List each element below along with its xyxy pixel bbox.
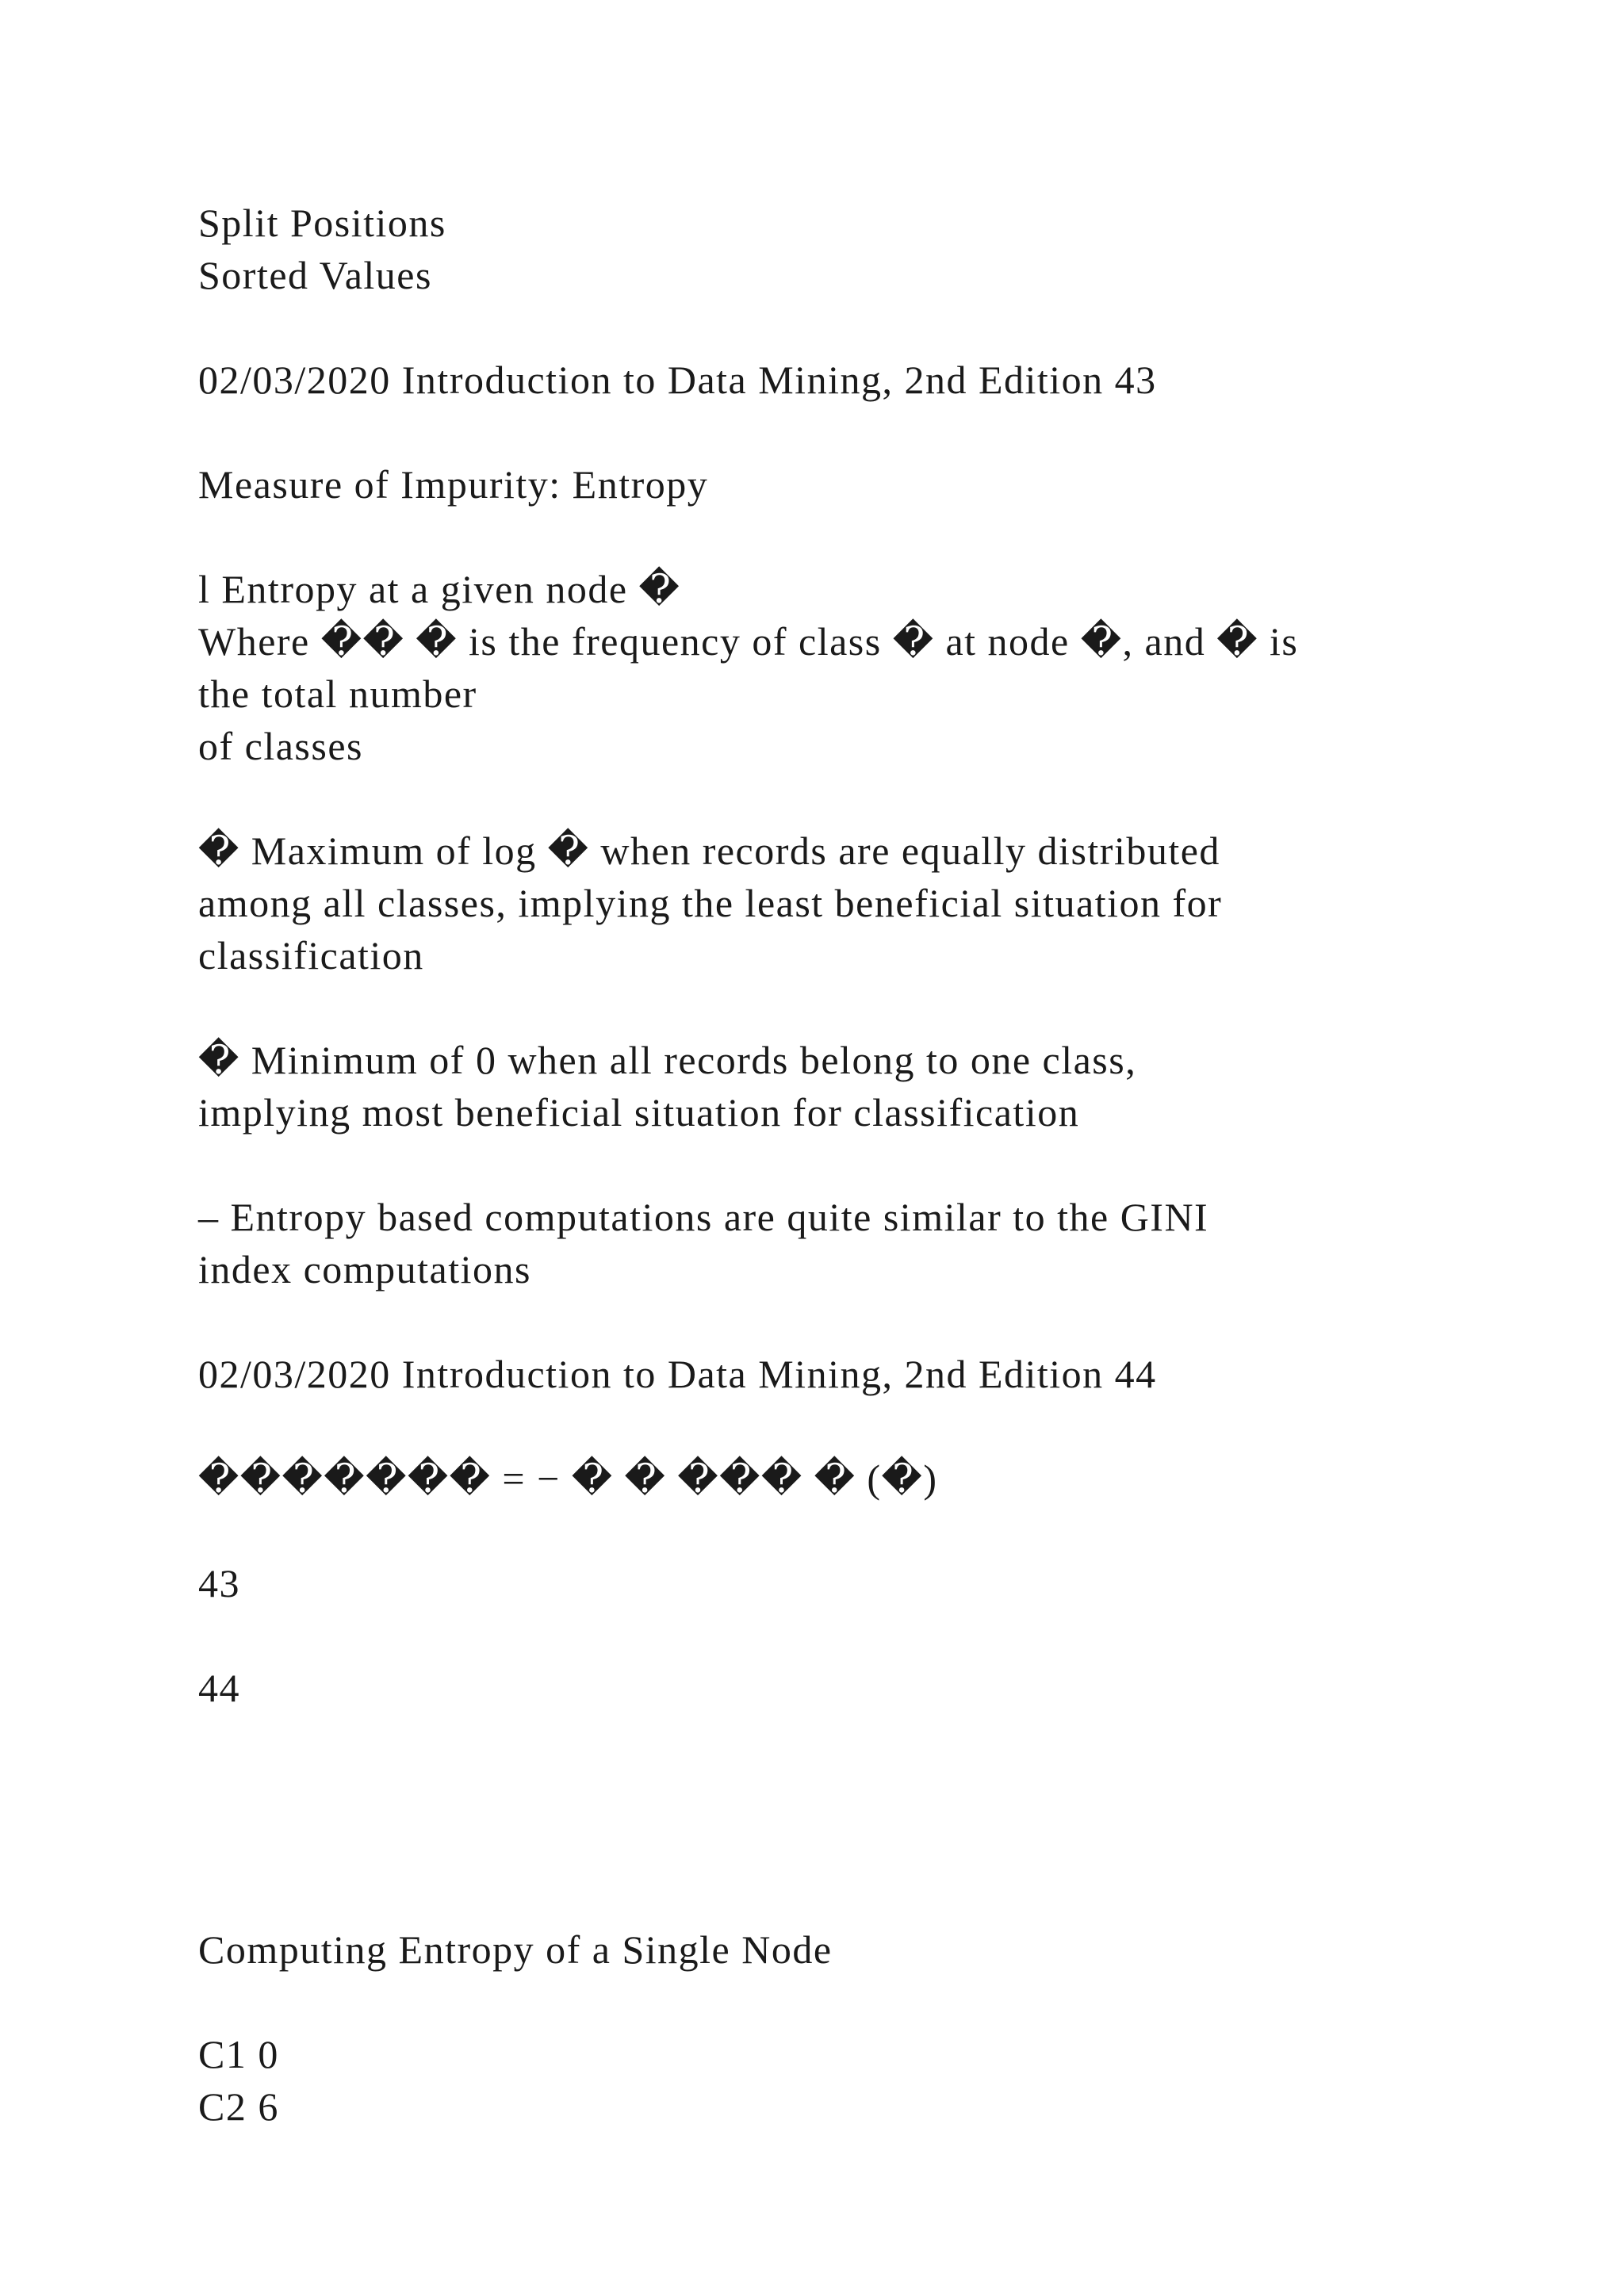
block-gini-note [198, 1191, 1435, 1295]
block-split-positions [198, 197, 1435, 301]
block-footer-44 [198, 1348, 1435, 1400]
document-page [198, 197, 1435, 2133]
text-line: – Entropy based computations are quite similar to the GINI [198, 1195, 1209, 1239]
text-line: � Maximum of log � when records are equally distributed [198, 828, 1220, 873]
slide-footer: 02/03/2020 Introduction to Data Mining, 2nd Edition 44 [198, 1352, 1157, 1396]
page-number: 44 [198, 1666, 240, 1710]
slide-footer: 02/03/2020 Introduction to Data Mining, 2nd Edition 43 [198, 358, 1157, 402]
text-line: C2 6 [198, 2084, 279, 2129]
block-maximum [198, 825, 1435, 982]
text-line: index computations [198, 1247, 531, 1292]
section-heading: Computing Entropy of a Single Node [198, 1927, 833, 1972]
text-line: Sorted Values [198, 253, 432, 297]
block-formula [198, 1452, 1435, 1505]
block-entropy-definition [198, 563, 1435, 772]
block-page-43 [198, 1557, 1435, 1609]
text-line: C1 0 [198, 2032, 279, 2076]
text-line: l Entropy at a given node � [198, 567, 681, 611]
block-heading-entropy [198, 458, 1435, 511]
section-heading: Measure of Impurity: Entropy [198, 462, 709, 507]
block-page-44 [198, 1662, 1435, 1714]
text-line: implying most beneficial situation for classification [198, 1090, 1080, 1135]
text-line: Split Positions [198, 201, 446, 245]
text-line: classification [198, 933, 424, 978]
formula-line: ������� = − � � ��� � (�) [198, 1456, 938, 1501]
text-line: � Minimum of 0 when all records belong to one class, [198, 1038, 1137, 1082]
block-class-counts [198, 2028, 1435, 2133]
text-line: among all classes, implying the least beneficial situation for [198, 881, 1223, 925]
block-footer-43 [198, 354, 1435, 406]
text-line: the total number [198, 672, 477, 716]
text-line: Where �� � is the frequency of class � at node �, and � is [198, 619, 1299, 664]
block-minimum [198, 1034, 1435, 1138]
block-heading-single-node [198, 1923, 1435, 1976]
page-number: 43 [198, 1561, 240, 1605]
text-line: of classes [198, 724, 363, 768]
